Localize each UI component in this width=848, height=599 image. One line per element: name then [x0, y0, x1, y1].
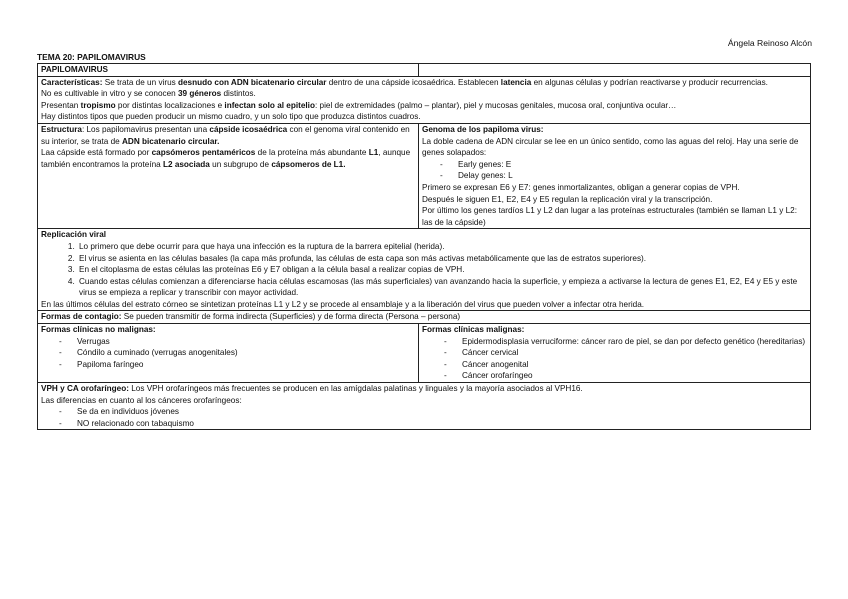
paragraph: Primero se expresan E6 y E7: genes inmortalizantes, obligan a generar copias de VPH.	[422, 182, 740, 192]
bold-text: latencia	[500, 77, 532, 87]
contagio-cell	[38, 311, 811, 324]
paragraph	[41, 124, 415, 147]
list-item: - Epidermodisplasia verruciforme: cáncer raro de piel, se dan por defecto genético (hereditarias)	[444, 336, 807, 348]
paragraph	[41, 88, 807, 100]
label: VPH y CA orofaríngeo:	[41, 384, 129, 394]
text: Se pueden transmitir de forma indirecta (Superficies) y de forma directa (Persona – persona)	[121, 312, 461, 322]
bold-text: Replicación viral	[41, 230, 107, 240]
text: Presentan	[41, 100, 81, 110]
bold-text: Genoma de los papiloma virus:	[422, 124, 544, 134]
text: Se trata de un virus	[102, 77, 178, 87]
table-row	[38, 383, 811, 430]
bold-text: ADN bicatenario circular.	[122, 136, 220, 146]
bold-text: desnudo con ADN bicatenario circular	[178, 77, 327, 87]
bold-text: tropismo	[80, 100, 116, 110]
steps-list	[41, 241, 807, 299]
summary-table	[37, 63, 811, 430]
bold-text: infectan solo al epitelio	[224, 100, 315, 110]
list-item: - Cáncer cervical	[444, 347, 807, 359]
estructura-cell	[38, 123, 419, 228]
text: distintos.	[221, 89, 256, 99]
list-item: - Cóndilo a cuminado (verrugas anogenitales)	[59, 347, 415, 359]
diferencias-list	[41, 406, 807, 429]
author-name: Ángela Reinoso Alcón	[727, 38, 812, 48]
text: Los VPH orofaríngeos más frecuentes se producen en las amígdalas palatinas y linguales y la mayoría asociados al VPH16.	[128, 384, 583, 394]
label: Características:	[41, 77, 103, 87]
bold-text: Formas clínicas no malignas:	[41, 325, 156, 335]
bold-text: 39 géneros	[177, 89, 222, 99]
document-title: TEMA 20: PAPILOMAVIRUS	[37, 52, 146, 62]
bold-text: capsómeros pentaméricos	[151, 148, 256, 158]
label	[41, 229, 807, 241]
text: , aunque también encontramos la proteína	[41, 148, 411, 169]
no-malignas-list	[41, 336, 415, 371]
paragraph	[41, 383, 807, 395]
genes-list	[422, 159, 807, 182]
list-item: 1. Lo primero que debe ocurrir para que haya una infección es la ruptura de la barrera epitelial (herida).	[77, 241, 807, 253]
paragraph: Por último los genes tardíos L1 y L2 dan lugar a las proteínas estructurales (también se llaman L1 y L2: las de la cápside)	[422, 206, 798, 227]
text: por distintas localizaciones e	[115, 100, 225, 110]
label	[422, 324, 807, 336]
table-row	[38, 76, 811, 123]
malignas-list	[422, 336, 807, 382]
paragraph: En las últimos células del estrato córneo se sintetizan proteínas L1 y L2 y se procede al ensamblaje y a la liberación del virus que pueden volver a infectar otra herida.	[41, 299, 645, 309]
list-item: - Early genes: E	[440, 159, 807, 171]
list-item: 2. El virus se asienta en las células basales (la capa más profunda, las células de esta capa son más activas metabólicamente que las de estratos superiores).	[77, 253, 807, 265]
text: : Los papilomavirus presentan una	[81, 124, 210, 134]
paragraph	[41, 311, 807, 323]
list-item: 4. Cuando estas células comienzan a diferenciarse hacia células escamosas (las más superficiales) van avanzando hacia la superficie, y empieza a activarse la lectura de genes E1, E2, E4 y E5 y este virus se empieza a replicar y transcribir con mayor actividad.	[77, 276, 807, 299]
replicacion-cell	[38, 229, 811, 311]
title-cell	[38, 64, 419, 77]
list-item: - Papiloma faríngeo	[59, 359, 415, 371]
caracteristicas-cell	[38, 76, 811, 123]
label: Formas de contagio:	[41, 312, 122, 322]
list-item: 3. En el citoplasma de estas células las proteínas E6 y E7 obligan a la célula basal a realizar copias de VPH.	[77, 264, 807, 276]
text: dentro de una cápside icosaédrica. Establecen	[326, 77, 501, 87]
label: Estructura	[41, 124, 82, 134]
paragraph: Hay distintos tipos que pueden producir un mismo cuadro, y un solo tipo que produzca distintos cuadros.	[41, 112, 421, 122]
empty-cell	[419, 64, 811, 77]
paragraph: Después le siguen E1, E2, E4 y E5 regulan la replicación viral y la transcripción.	[422, 194, 713, 204]
table-row	[38, 123, 811, 228]
text: de la proteína más abundante	[255, 148, 369, 158]
paragraph: Las diferencias en cuanto al los cánceres orofaríngeos:	[41, 395, 242, 405]
text: : piel de extremidades (palmo – plantar), piel y mucosas genitales, mucosa oral, conjuntiva ocular…	[314, 100, 677, 110]
table-row	[38, 64, 811, 77]
genoma-cell	[419, 123, 811, 228]
text: en algunas células y podrían reactivarse y producir recurrencias.	[531, 77, 768, 87]
list-item: - Se da en individuos jóvenes	[59, 406, 807, 418]
bold-text: L2 asociada	[162, 159, 210, 169]
list-item: - Cáncer orofaríngeo	[444, 370, 807, 382]
bold-text: Formas clínicas malignas:	[422, 325, 525, 335]
paragraph	[41, 77, 807, 89]
text: Laa cápside está formado por	[41, 148, 152, 158]
label	[422, 124, 807, 136]
list-item: - Delay genes: L	[440, 170, 807, 182]
section-title: PAPILOMAVIRUS	[41, 65, 109, 74]
bold-text: L1	[368, 148, 379, 158]
text: un subgrupo de	[209, 159, 272, 169]
paragraph	[41, 147, 415, 170]
text: No es cultivable in vitro y se conocen	[41, 89, 178, 99]
table-row	[38, 229, 811, 311]
paragraph	[41, 100, 807, 112]
bold-text: cápsomeros de L1.	[271, 159, 346, 169]
malignas-cell	[419, 324, 811, 383]
no-malignas-cell	[38, 324, 419, 383]
table-row	[38, 311, 811, 324]
text: con el genoma viral contenido en su interior, se trata de	[41, 124, 410, 146]
list-item: - Cáncer anogenital	[444, 359, 807, 371]
table-row	[38, 324, 811, 383]
list-item: - NO relacionado con tabaquismo	[59, 418, 807, 430]
vph-ca-cell	[38, 383, 811, 430]
list-item: - Verrugas	[59, 336, 415, 348]
label	[41, 324, 415, 336]
bold-text: cápside icosaédrica	[209, 124, 288, 134]
paragraph: La doble cadena de ADN circular se lee en un único sentido, como las aguas del reloj. Hay una serie de genes solapados:	[422, 136, 799, 158]
